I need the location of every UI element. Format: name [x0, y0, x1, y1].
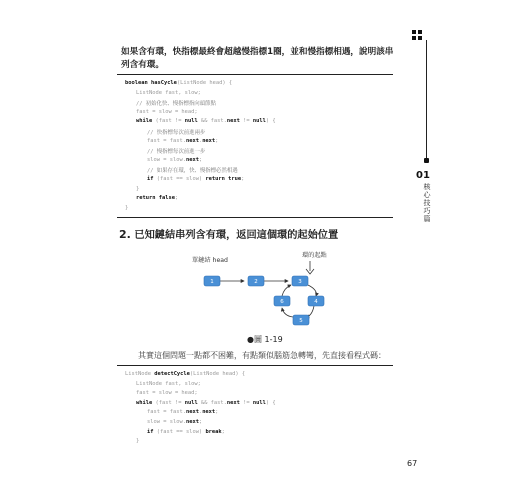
list-node-label: 6 [280, 299, 284, 305]
section-title: 已知鏈結串列含有環，返回這個環的起始位置 [134, 230, 339, 241]
linked-list-cycle-diagram [190, 248, 350, 330]
code-line: } [125, 204, 129, 211]
figure-icon: ● [247, 335, 254, 344]
code-line: return false; [136, 195, 179, 202]
list-node-label: 3 [298, 279, 302, 285]
list-node-label: 4 [314, 299, 318, 305]
figure-caption [247, 334, 283, 345]
code-line: while (fast != null && fast.next != null) { [136, 399, 276, 406]
edge-6-3 [282, 285, 291, 296]
list-node-label: 5 [299, 318, 303, 324]
code-line: boolean hasCycle(ListNode head) { [125, 80, 233, 86]
diagram-label-list: 單鏈結 head [192, 257, 228, 264]
figure-caption-text: 圖 1-19 [253, 335, 283, 344]
code-line: if (fast == slow) return true; [147, 176, 245, 182]
section-number: 2. [119, 228, 131, 241]
code-block-detect-cycle [117, 365, 393, 448]
code-line: slow = slow.next; [147, 156, 203, 163]
section-heading [119, 226, 338, 241]
code-line: ListNode fast, slow; [136, 380, 201, 387]
intro-paragraph: 如果含有環，快指標最終會超越慢指標1圈，並和慢指標相遇，說明該串列含有環。 [121, 47, 394, 70]
code-line: fast = fast.next.next; [147, 409, 219, 416]
code-line: } [136, 185, 140, 192]
ring-start-arrow [306, 261, 314, 274]
code-line: slow = slow.next; [147, 419, 203, 425]
code-line: // 慢指標每次前進一步 [147, 149, 206, 156]
code-line: // 如果存在環，快、慢指標必然相遇 [147, 168, 238, 175]
list-node-label: 1 [210, 279, 214, 285]
list-node-label: 2 [254, 279, 258, 285]
code-line: fast = slow = head; [136, 390, 198, 397]
code-line: ListNode detectCycle(ListNode head) { [125, 371, 246, 377]
chapter-number: 01 [416, 170, 430, 181]
code-line: while (fast != null && fast.next != null) { [136, 118, 276, 125]
code-line: } [136, 438, 140, 445]
chapter-marker [424, 158, 429, 163]
page-number: 67 [407, 459, 418, 468]
code-line: // 初始化快、慢指標指向頭節點 [136, 101, 216, 108]
code-line: if (fast == slow) break; [147, 428, 225, 435]
side-rule [426, 40, 427, 160]
code-line: ListNode fast, slow; [136, 89, 201, 96]
code-line: // 快指標每次前進兩步 [147, 130, 206, 136]
code-line: fast = slow = head; [136, 108, 198, 115]
diagram-label-ring: 環的起點 [302, 252, 327, 259]
corner-ornament [412, 30, 422, 40]
chapter-title: 核心技巧篇 [423, 183, 431, 223]
mid-paragraph: 其實這個問題一點都不困難，有點類似腦筋急轉彎，先直接看程式碼： [138, 351, 386, 360]
edge-3-4 [308, 285, 316, 296]
code-line: fast = fast.next.next; [147, 137, 219, 144]
edge-5-6 [282, 308, 293, 317]
code-block-has-cycle [117, 74, 393, 218]
